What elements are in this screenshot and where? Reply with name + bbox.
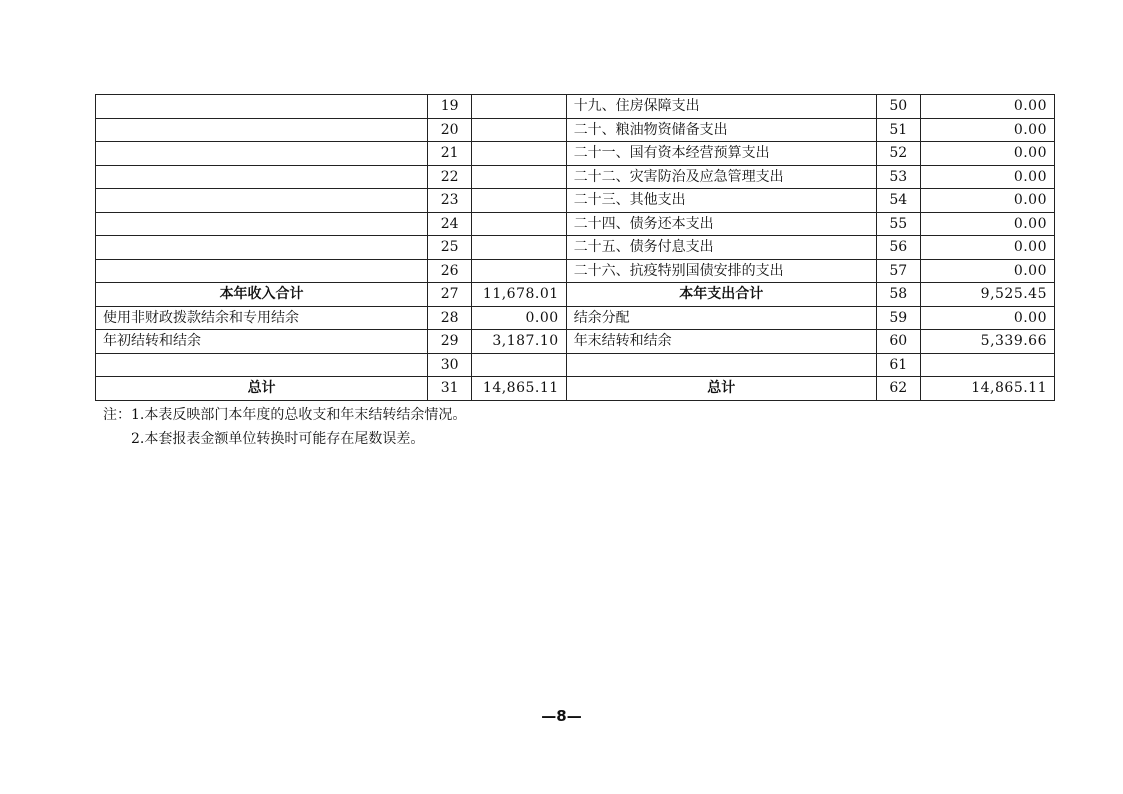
- income-line-number-cell: 31: [428, 377, 472, 401]
- table-row: [96, 236, 1055, 260]
- income-item-cell: [96, 189, 428, 213]
- income-item-cell: 使用非财政拨款结余和专用结余: [96, 306, 428, 330]
- expense-item-cell: 二十四、债务还本支出: [566, 212, 876, 236]
- income-item-cell: 本年收入合计: [96, 283, 428, 307]
- expense-amount-cell: 0.00: [920, 306, 1054, 330]
- income-amount-cell: [472, 353, 567, 377]
- income-item-cell: [96, 95, 428, 119]
- table-row: [96, 212, 1055, 236]
- expense-item-cell: 本年支出合计: [566, 283, 876, 307]
- income-line-number-cell: 22: [428, 165, 472, 189]
- income-item-cell: [96, 118, 428, 142]
- expense-amount-cell: 0.00: [920, 142, 1054, 166]
- expense-amount-cell: 0.00: [920, 212, 1054, 236]
- income-line-number-cell: 30: [428, 353, 472, 377]
- income-expense-table: [95, 94, 1055, 401]
- income-line-number-cell: 19: [428, 95, 472, 119]
- expense-line-number-cell: 62: [876, 377, 920, 401]
- expense-amount-cell: 0.00: [920, 236, 1054, 260]
- expense-item-cell: [566, 353, 876, 377]
- table-row: [96, 95, 1055, 119]
- income-amount-cell: [472, 95, 567, 119]
- income-item-cell: [96, 353, 428, 377]
- table-row: [96, 283, 1055, 307]
- income-line-number-cell: 21: [428, 142, 472, 166]
- income-amount-cell: [472, 212, 567, 236]
- table-row: [96, 165, 1055, 189]
- expense-line-number-cell: 56: [876, 236, 920, 260]
- expense-item-cell: 二十六、抗疫特别国债安排的支出: [566, 259, 876, 283]
- table-row: [96, 142, 1055, 166]
- note-line-2: 2.本套报表金额单位转换时可能存在尾数误差。: [131, 431, 425, 447]
- expense-item-cell: 总计: [566, 377, 876, 401]
- expense-line-number-cell: 60: [876, 330, 920, 354]
- expense-line-number-cell: 51: [876, 118, 920, 142]
- table-row: [96, 259, 1055, 283]
- income-amount-cell: [472, 189, 567, 213]
- table-row: [96, 377, 1055, 401]
- expense-line-number-cell: 52: [876, 142, 920, 166]
- table-row: [96, 118, 1055, 142]
- income-item-cell: [96, 259, 428, 283]
- expense-line-number-cell: 50: [876, 95, 920, 119]
- expense-line-number-cell: 61: [876, 353, 920, 377]
- income-amount-cell: 11,678.01: [472, 283, 567, 307]
- expense-line-number-cell: 53: [876, 165, 920, 189]
- income-amount-cell: [472, 165, 567, 189]
- income-line-number-cell: 29: [428, 330, 472, 354]
- table-notes: [103, 403, 466, 451]
- table-row: [96, 330, 1055, 354]
- income-line-number-cell: 28: [428, 306, 472, 330]
- expense-item-cell: 二十三、其他支出: [566, 189, 876, 213]
- expense-line-number-cell: 54: [876, 189, 920, 213]
- income-amount-cell: [472, 118, 567, 142]
- expense-amount-cell: 9,525.45: [920, 283, 1054, 307]
- income-line-number-cell: 27: [428, 283, 472, 307]
- expense-line-number-cell: 59: [876, 306, 920, 330]
- income-line-number-cell: 26: [428, 259, 472, 283]
- income-item-cell: [96, 236, 428, 260]
- page-number: —8—: [541, 707, 582, 725]
- income-amount-cell: 0.00: [472, 306, 567, 330]
- table-row: [96, 353, 1055, 377]
- expense-amount-cell: 0.00: [920, 95, 1054, 119]
- income-line-number-cell: 25: [428, 236, 472, 260]
- income-amount-cell: [472, 259, 567, 283]
- expense-line-number-cell: 58: [876, 283, 920, 307]
- income-item-cell: [96, 165, 428, 189]
- expense-line-number-cell: 57: [876, 259, 920, 283]
- table-row: [96, 189, 1055, 213]
- income-line-number-cell: 24: [428, 212, 472, 236]
- expense-item-cell: 二十二、灾害防治及应急管理支出: [566, 165, 876, 189]
- income-line-number-cell: 20: [428, 118, 472, 142]
- expense-item-cell: 二十一、国有资本经营预算支出: [566, 142, 876, 166]
- note-line-1: 注：1.本表反映部门本年度的总收支和年末结转结余情况。: [103, 407, 467, 423]
- expense-line-number-cell: 55: [876, 212, 920, 236]
- income-amount-cell: [472, 142, 567, 166]
- expense-amount-cell: [920, 353, 1054, 377]
- expense-amount-cell: 0.00: [920, 118, 1054, 142]
- table-row: [96, 306, 1055, 330]
- expense-item-cell: 结余分配: [566, 306, 876, 330]
- income-amount-cell: 3,187.10: [472, 330, 567, 354]
- income-amount-cell: 14,865.11: [472, 377, 567, 401]
- income-line-number-cell: 23: [428, 189, 472, 213]
- expense-item-cell: 二十、粮油物资储备支出: [566, 118, 876, 142]
- expense-amount-cell: 0.00: [920, 165, 1054, 189]
- income-item-cell: [96, 142, 428, 166]
- expense-amount-cell: 0.00: [920, 259, 1054, 283]
- expense-amount-cell: 14,865.11: [920, 377, 1054, 401]
- income-item-cell: 总计: [96, 377, 428, 401]
- expense-item-cell: 二十五、债务付息支出: [566, 236, 876, 260]
- income-item-cell: 年初结转和结余: [96, 330, 428, 354]
- expense-item-cell: 十九、住房保障支出: [566, 95, 876, 119]
- income-amount-cell: [472, 236, 567, 260]
- expense-item-cell: 年末结转和结余: [566, 330, 876, 354]
- expense-amount-cell: 0.00: [920, 189, 1054, 213]
- expense-amount-cell: 5,339.66: [920, 330, 1054, 354]
- table-body: [96, 95, 1055, 401]
- income-item-cell: [96, 212, 428, 236]
